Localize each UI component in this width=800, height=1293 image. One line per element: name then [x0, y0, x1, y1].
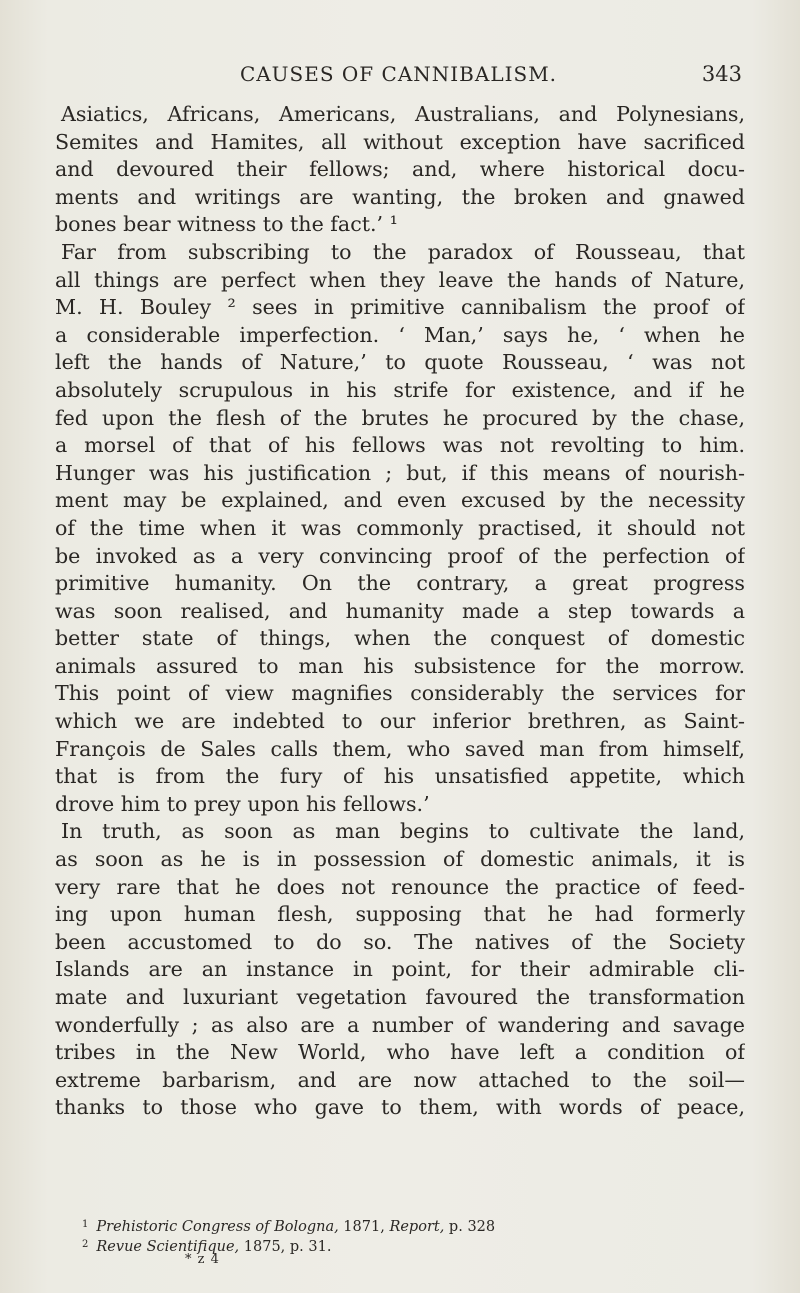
text-line: thanks to those who gave to them, with words of peace, — [55, 1095, 745, 1120]
text-line: which we are indebted to our inferior brethren, as Saint- — [55, 709, 745, 734]
text-line: Asiatics, Africans, Americans, Australians, and Polynesians, — [61, 102, 745, 126]
text-line: primitive humanity. On the contrary, a great progress — [55, 571, 745, 596]
text-line: ing upon human flesh, supposing that he had formerly — [55, 902, 745, 927]
page-header — [55, 62, 742, 92]
text-line: was soon realised, and humanity made a step towards a — [55, 598, 745, 623]
footnote-title: Prehistoric Congress of Bologna, — [96, 1219, 339, 1235]
text-line: and devoured their fellows; and, where historical docu- — [55, 157, 745, 182]
footnotes — [82, 1216, 682, 1256]
text-line: be invoked as a very convincing proof of the perfection of — [55, 543, 745, 568]
text-line: very rare that he does not renounce the practice of feed- — [55, 874, 745, 899]
text-line: a morsel of that of his fellows was not revolting to him. — [55, 433, 745, 458]
text-line: absolutely scrupulous in his strife for existence, and if he — [55, 377, 745, 402]
text-line: that is from the fury of his unsatisfied appetite, which — [55, 764, 745, 789]
running-head: CAUSES OF CANNIBALISM. — [239, 62, 558, 86]
text-line: all things are perfect when they leave the hands of Nature, — [55, 267, 745, 292]
page-number: 343 — [701, 62, 742, 86]
footnote — [82, 1236, 682, 1256]
text-line: M. H. Bouley ² sees in primitive cannibalism the proof of — [55, 295, 745, 320]
text-line: been accustomed to do so. The natives of the Society — [55, 929, 745, 954]
footnote-text: p. 328 — [444, 1219, 496, 1235]
text-line: mate and luxuriant vegetation favoured the transformation — [55, 985, 745, 1009]
text-line: Hunger was his justification ; but, if this means of nourish- — [55, 460, 745, 485]
text-line: left the hands of Nature,’ to quote Rousseau, ‘ was not — [55, 350, 745, 375]
text-line: Islands are an instance in point, for their admirable cli- — [55, 957, 745, 982]
footnote-mark: 1 — [82, 1219, 89, 1230]
footnote-title: Report, — [389, 1219, 445, 1235]
footnote-text: 1871, — [338, 1219, 390, 1235]
text-line: tribes in the New World, who have left a condition of — [55, 1040, 745, 1065]
text-line: wonderfully ; as also are a number of wandering and savage — [55, 1012, 745, 1037]
text-line: ments and writings are wanting, the broken and gnawed — [55, 184, 745, 209]
footnote-text: 1875, p. 31. — [239, 1239, 332, 1255]
text-line: as soon as he is in possession of domestic animals, it is — [55, 847, 745, 872]
text-line: Semites and Hamites, all without exception have sacrificed — [55, 129, 745, 154]
text-line: animals assured to man his subsistence for the morrow. — [55, 653, 745, 678]
text-line: drove him to prey upon his fellows.’ — [55, 791, 430, 816]
footnote-mark: 2 — [82, 1239, 89, 1250]
text-line: of the time when it was commonly practised, it should not — [55, 515, 745, 540]
footnote — [82, 1216, 682, 1236]
text-line: This point of view magnifies considerably the services for — [55, 681, 745, 706]
text-line: François de Sales calls them, who saved man from himself, — [55, 736, 745, 761]
body-text — [55, 101, 745, 1122]
text-line: bones bear witness to the fact.’ ¹ — [55, 212, 398, 237]
text-line: fed upon the flesh of the brutes he procured by the chase, — [55, 405, 745, 430]
text-line: Far from subscribing to the paradox of Rousseau, that — [61, 239, 745, 264]
footnote-title: Revue Scientifique, — [96, 1239, 240, 1255]
text-line: extreme barbarism, and are now attached to the soil— — [55, 1067, 745, 1092]
text-line: In truth, as soon as man begins to cultivate the land, — [61, 819, 745, 844]
printer-signature: * z 4 — [185, 1252, 220, 1267]
text-line: ment may be explained, and even excused by the necessity — [55, 488, 745, 513]
text-line: a considerable imperfection. ‘ Man,’ says he, ‘ when he — [55, 322, 745, 347]
text-line: better state of things, when the conquest of domestic — [55, 626, 745, 651]
